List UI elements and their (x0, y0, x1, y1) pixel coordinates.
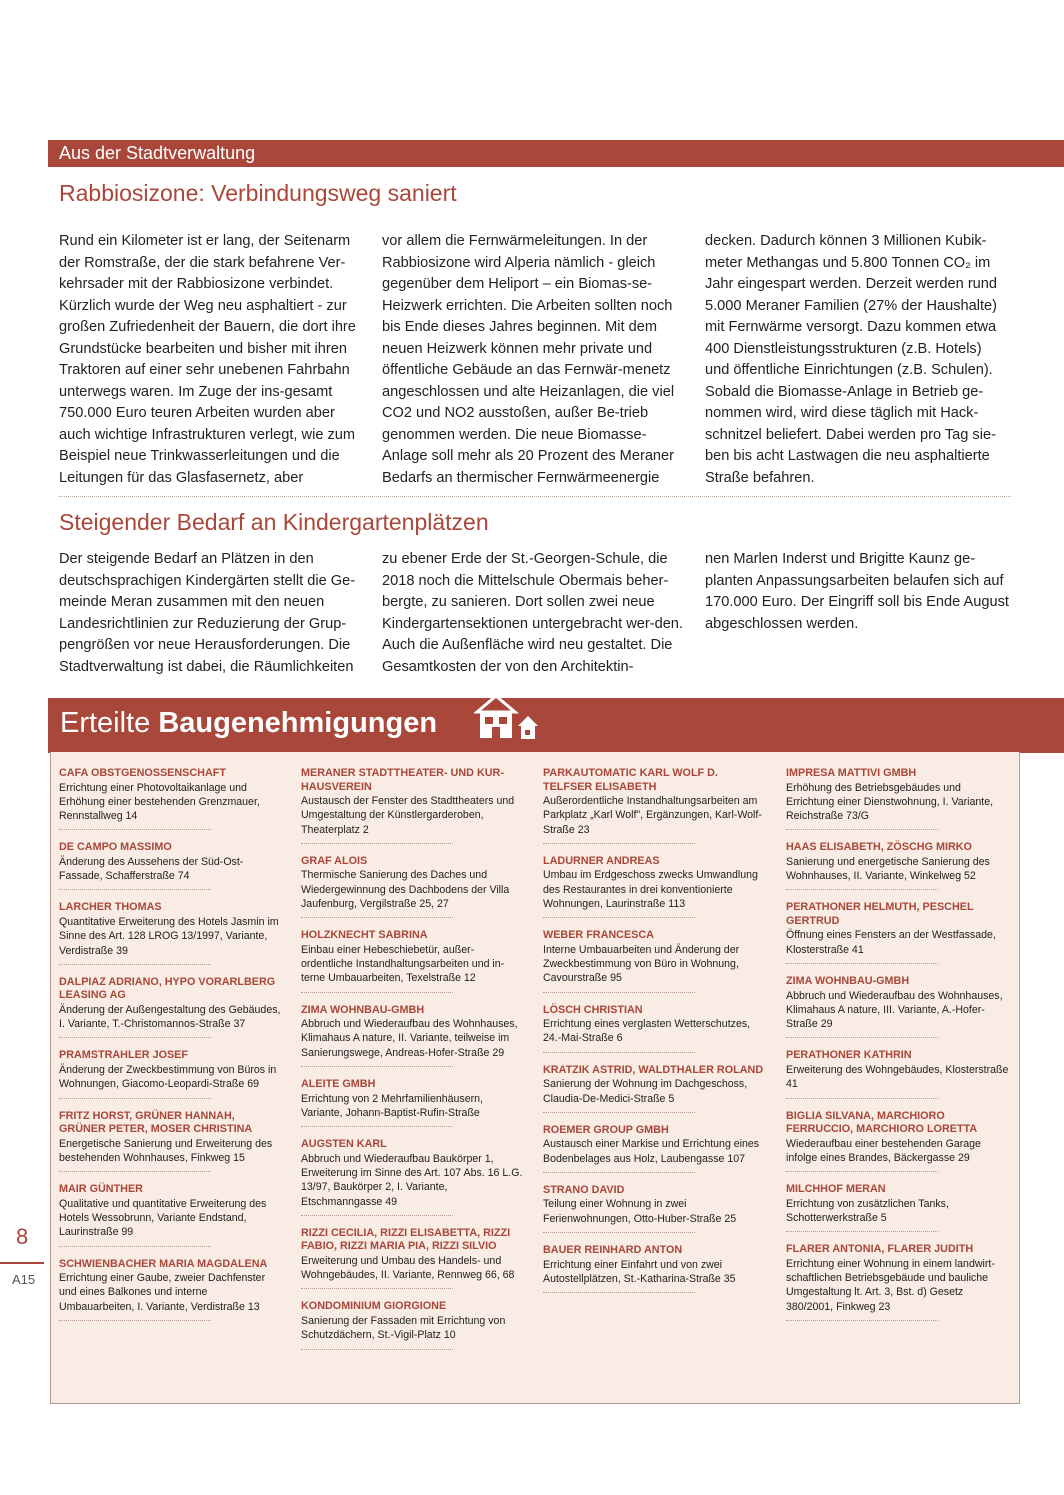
permit-separator (543, 1052, 695, 1053)
permit-entry (59, 1110, 283, 1173)
permit-entry (301, 1078, 525, 1127)
permit-applicant: PRAMSTRAHLER JOSEF (59, 1049, 188, 1062)
permit-separator (301, 1288, 453, 1289)
permit-separator (543, 1292, 695, 1293)
permit-description: Änderung der Außengestaltung des Gebäudes, I. Variante, T.-Christomannos-Straße 37 (59, 1003, 281, 1031)
permits-column-1 (59, 767, 283, 1332)
permit-applicant: MAIR GÜNTHER (59, 1183, 143, 1196)
article2-column-3: nen Marlen Inderst und Brigitte Kaunz ge-planten Anpassungsarbeiten belaufen sich auf 170.000 Euro. Der Eingriff soll bis Ende August abgeschlossen werden. (705, 551, 1009, 632)
permits-title-bold: Baugenehmigungen (158, 707, 438, 739)
permit-entry (59, 767, 283, 830)
permit-separator (543, 843, 695, 844)
houses-icon (474, 694, 550, 744)
permit-entry (786, 841, 1010, 890)
permit-separator (786, 1231, 938, 1232)
permit-applicant: HOLZKNECHT SABRINA (301, 929, 428, 942)
permit-applicant: RIZZI CECILIA, RIZZI ELISABETTA, RIZZI FABIO, RIZZI MARIA PIA, RIZZI SILVIO (301, 1226, 511, 1253)
permit-description: Einbau einer Hebeschiebetür, außer-ordentliche Instandhaltungsarbeiten und in-terne Umbauarbeiten, Texelstraße 12 (301, 943, 505, 985)
permit-separator (543, 1232, 695, 1233)
permit-applicant: ZIMA WOHNBAU-GMBH (786, 975, 910, 988)
page-code: A15 (12, 1272, 36, 1287)
permit-description: Sanierung der Wohnung im Dachgeschoss, Claudia-De-Medici-Straße 5 (543, 1078, 748, 1105)
permit-entry (301, 855, 525, 918)
permit-description: Außerordentliche Instandhaltungsarbeiten am Parkplatz „Karl Wolf", Ergänzungen, Karl-Wolf-Straße 23 (543, 795, 762, 836)
article1-column-2: vor allem die Fernwärmeleitungen. In der Rabbiosizone wird Alperia nämlich - gleich gegenüber dem Heliport – ein Biomas-se-Heizwerk errichten. Die Arbeiten sollten noch bis Ende dieses Jahres beginnen. Mit dem neuen Heizwerk können mehr private und öffentliche Gebäude an das Fernwär-menetz angeschlossen und alte Heizanlagen, die viel CO2 und NO2 ausstoßen, außer Be-trieb genommen werden. Die neue Biomasse-Anlage soll mehr als 20 Prozent des Meraner Bedarfs an thermischer Fernwärmeenergie (382, 233, 675, 486)
permit-applicant: KONDOMINIUM GIORGIONE (301, 1300, 447, 1313)
permits-title-light: Erteilte (60, 707, 159, 739)
permits-column-2 (301, 767, 525, 1361)
permit-description: Errichtung einer Wohnung in einem landwirt-schaftlichen Betriebsgebäude und bauliche Umgestaltung lt. Art. 3, Bst. d) Gesetz 380/2001, Finkweg 23 (786, 1257, 995, 1313)
permit-description: Änderung des Aussehens der Süd-Ost-Fassade, Schafferstraße 74 (59, 855, 244, 883)
permit-entry (543, 767, 767, 844)
permit-separator (786, 1037, 938, 1038)
permit-applicant: STRANO DAVID (543, 1183, 625, 1196)
permit-entry (59, 841, 283, 890)
permit-entry (59, 976, 283, 1039)
permit-applicant: WEBER FRANCESCA (543, 929, 654, 942)
permit-entry (59, 1049, 283, 1098)
permit-separator (59, 889, 211, 890)
permit-entry (786, 1049, 1010, 1098)
permit-separator (301, 1066, 453, 1067)
article2-headline: Steigender Bedarf an Kindergartenplätzen (59, 509, 489, 535)
permit-entry (786, 1183, 1010, 1232)
page-number: 8 (16, 1224, 29, 1249)
permit-entry (301, 1300, 525, 1349)
article1-headline: Rabbiosizone: Verbindungsweg saniert (59, 180, 457, 206)
permit-applicant: GRAF ALOIS (301, 854, 368, 867)
permit-entry (59, 1258, 283, 1321)
permit-description: Umbau im Erdgeschoss zwecks Umwandlung des Restaurantes in drei konventionierte Wohnungen, Laurinstraße 113 (543, 869, 758, 910)
permit-entry (301, 1004, 525, 1067)
permit-applicant: FLARER ANTONIA, FLARER JUDITH (786, 1243, 974, 1256)
permits-box (50, 752, 1020, 1404)
permit-applicant: LÖSCH CHRISTIAN (543, 1003, 643, 1016)
permit-separator (301, 992, 453, 993)
permit-entry (543, 1244, 767, 1293)
permit-description: Qualitative und quantitative Erweiterung des Hotels Wessobrunn, Variante Endstand, Laurinstraße 99 (59, 1197, 267, 1239)
permit-separator (786, 963, 938, 964)
permit-applicant: KRATZIK ASTRID, WALDTHALER ROLAND (543, 1063, 764, 1076)
permit-applicant: FRITZ HORST, GRÜNER HANNAH, GRÜNER PETER, MOSER CHRISTINA (59, 1109, 253, 1136)
permit-separator (59, 829, 211, 830)
permit-separator (301, 1215, 453, 1216)
permit-applicant: LARCHER THOMAS (59, 901, 162, 914)
permit-description: Abbruch und Wiederaufbau Baukörper 1, Erweiterung im Sinne des Art. 107 Abs. 16 L.G. 13/97, Baukörper 2, I. Variante, Etschmanngasse 49 (301, 1152, 523, 1208)
permit-applicant: DALPIAZ ADRIANO, HYPO VORARLBERG LEASING AG (59, 975, 276, 1002)
permit-separator (59, 964, 211, 965)
permit-separator (301, 1126, 453, 1127)
permit-separator (59, 1320, 211, 1321)
permit-applicant: BAUER REINHARD ANTON (543, 1244, 683, 1257)
permit-entry (786, 1243, 1010, 1321)
permit-separator (543, 1112, 695, 1113)
permit-description: Änderung der Zweckbestimmung von Büros in Wohnungen, Giacomo-Leopardi-Straße 69 (59, 1063, 277, 1091)
permit-applicant: MILCHHOF MERAN (786, 1183, 886, 1196)
section-label: Aus der Stadtverwaltung (59, 143, 256, 163)
permit-description: Erweiterung des Wohngebäudes, Klosterstraße 41 (786, 1063, 1009, 1091)
permit-separator (786, 1171, 938, 1172)
permit-description: Errichtung von zusätzlichen Tanks, Schotterwerkstraße 5 (786, 1197, 949, 1224)
permit-separator (543, 917, 695, 918)
permits-header (48, 698, 1064, 753)
page-number-rule (0, 1262, 44, 1264)
permit-applicant: ROEMER GROUP GMBH (543, 1123, 669, 1136)
permit-description: Interne Umbauarbeiten und Änderung der Zweckbestimmung von Büro in Wohnung, Cavourstraße 95 (543, 943, 740, 985)
article2-column-2: zu ebener Erde der St.-Georgen-Schule, die 2018 noch die Mittelschule Obermais beher-bergte, zu sanieren. Dort sollen zwei neue Kindergartensektionen untergebracht wer-den. Auch die Außenfläche wird neu gestaltet. Die Gesamtkosten der von den Architektin- (382, 551, 683, 675)
permit-entry (543, 1124, 767, 1173)
article1-column-1: Rund ein Kilometer ist er lang, der Seitenarm der Romstraße, der die stark befahrene Ver-kehrsader mit der Rabbiosizone verbindet. Kürzlich wurde der Weg neu asphaltiert - zur großen Zufriedenheit der Bauern, die dort ihre Grundstücke bearbeiten und bisher mit ihren Traktoren auf einer sehr unebenen Fahrbahn unterwegs waren. Im Zuge der ins-gesamt 750.000 Euro teuren Arbeiten wurden aber auch wichtige Infrastrukturen verlegt, wie zum Beispiel neue Trinkwasserleitungen und die Leitungen für das Glasfasernetz, aber (59, 233, 356, 486)
permit-entry (59, 1183, 283, 1246)
permit-entry (301, 929, 525, 992)
article1-column-3: decken. Dadurch können 3 Millionen Kubik-meter Methangas und 5.800 Tonnen CO₂ im Jahr eingespart werden. Derzeit werden rund 5.000 Meraner Familien (27% der Haushalte) mit Fernwärme versorgt. Dazu kommen etwa 400 Dienstleistungsstrukturen (z.B. Hotels) und öffentliche Einrichtungen (z.B. Schulen). Sobald die Biomasse-Anlage in Betrieb ge-nommen wird, wird diese täglich mit Hack-schnitzel beliefert. Dabei werden pro Tag sie-ben bis acht Lastwagen die neu asphaltierte Straße befahren. (705, 233, 998, 486)
permit-separator (59, 1246, 211, 1247)
permit-description: Sanierung der Fassaden mit Errichtung von Schutzdächern, St.-Vigil-Platz 10 (301, 1314, 506, 1342)
permit-description: Errichtung eines verglasten Wetterschutzes, 24.-Mai-Straße 6 (543, 1018, 751, 1045)
permit-description: Errichtung einer Einfahrt und von zwei Autostellplätzen, St.-Katharina-Straße 35 (543, 1258, 736, 1285)
section-bar (48, 140, 1064, 167)
permit-separator (301, 1349, 453, 1350)
permit-description: Sanierung und energetische Sanierung des Wohnhauses, II. Variante, Winkelweg 52 (786, 855, 990, 883)
article1-body (59, 231, 1009, 489)
permit-separator (543, 1172, 695, 1173)
permit-description: Quantitative Erweiterung des Hotels Jasmin im Sinne des Art. 128 LROG 13/1997, Variante, Verdistraße 39 (59, 915, 279, 957)
permit-separator (786, 1098, 938, 1099)
permit-entry (543, 1184, 767, 1233)
permit-entry (301, 1138, 525, 1216)
permit-separator (301, 843, 453, 844)
permit-description: Erweiterung und Umbau des Handels- und Wohngebäudes, II. Variante, Rennweg 66, 68 (301, 1254, 515, 1282)
article2-column-1: Der steigende Bedarf an Plätzen in den deutschsprachigen Kindergärten stellt die Ge-meinde Meran zusammen mit den neuen Landesrichtlinien zur Reduzierung der Grup-pengrößen vor neue Herausforderungen. Die Stadtverwaltung ist dabei, die Räumlichkeiten (59, 551, 356, 675)
permit-entry (786, 901, 1010, 964)
permit-entry (543, 1004, 767, 1053)
permit-applicant: ZIMA WOHNBAU-GMBH (301, 1003, 425, 1016)
permit-description: Thermische Sanierung des Daches und Wiedergewinnung des Dachbodens der Villa Jaufenburg, Vergilstraße 25, 27 (301, 869, 510, 910)
permit-applicant: SCHWIENBACHER MARIA MAGDALENA (59, 1257, 268, 1270)
permit-entry (59, 901, 283, 964)
permit-entry (543, 929, 767, 992)
permit-applicant: ALEITE GMBH (301, 1078, 376, 1091)
permit-description: Abbruch und Wiederaufbau des Wohnhauses, Klimahaus A nature, II. Variante, teilweise im Sanierungswege, Andreas-Hofer-Straße 29 (301, 1018, 518, 1059)
permit-separator (301, 917, 453, 918)
permit-separator (786, 889, 938, 890)
permit-description: Erhöhung des Betriebsgebäudes und Errichtung einer Dienstwohnung, I. Variante, Reichstraße 73/G (786, 781, 994, 823)
permit-applicant: MERANER STADTTHEATER- UND KUR-HAUSVEREIN (301, 767, 504, 793)
permits-column-3 (543, 767, 767, 1304)
permit-applicant: PERATHONER KATHRIN (786, 1049, 912, 1062)
permit-applicant: PARKAUTOMATIC KARL WOLF D. TELFSER ELISABETH (543, 767, 718, 793)
permit-separator (786, 1320, 938, 1321)
permit-applicant: HAAS ELISABETH, ZÖSCHG MIRKO (786, 841, 972, 854)
permit-separator (543, 992, 695, 993)
permit-entry (786, 975, 1010, 1038)
permit-description: Errichtung einer Photovoltaikanlage und Erhöhung einer bestehenden Grenzmauer, Rennstallweg 14 (59, 781, 260, 823)
permits-column-4 (786, 767, 1010, 1332)
permit-applicant: AUGSTEN KARL (301, 1138, 387, 1151)
permit-entry (786, 767, 1010, 830)
permit-entry (543, 855, 767, 918)
permit-entry (786, 1110, 1010, 1173)
permit-description: Energetische Sanierung und Erweiterung des bestehenden Wohnhauses, Finkweg 15 (59, 1137, 273, 1164)
permit-applicant: BIGLIA SILVANA, MARCHIORO FERRUCCIO, MARCHIORO LORETTA (786, 1109, 978, 1136)
permit-description: Austausch der Fenster des Stadttheaters und Umgestaltung der Künstlergarderoben, Theaterplatz 2 (301, 795, 515, 836)
permit-description: Teilung einer Wohnung in zwei Ferienwohnungen, Otto-Huber-Straße 25 (543, 1198, 737, 1225)
permit-applicant: IMPRESA MATTIVI GMBH (786, 767, 917, 779)
permit-description: Wiederaufbau einer bestehenden Garage infolge eines Brandes, Bäckergasse 29 (786, 1137, 981, 1164)
permits-title (60, 707, 437, 740)
permit-description: Errichtung von 2 Mehrfamilienhäusern, Variante, Johann-Baptist-Rufin-Straße (301, 1092, 483, 1119)
permit-separator (59, 1171, 211, 1172)
article-divider (59, 496, 1011, 497)
article2-body (59, 549, 1009, 678)
permit-separator (59, 1037, 211, 1038)
permit-entry (543, 1064, 767, 1113)
permit-description: Abbruch und Wiederaufbau des Wohnhauses, Klimahaus A nature, III. Variante, A.-Hofer-Straße 29 (786, 989, 1003, 1031)
permit-description: Öffnung eines Fensters an der Westfassade, Klosterstraße 41 (786, 929, 996, 956)
permit-description: Errichtung einer Gaube, zweier Dachfenster und eines Balkones und interne Umbauarbeiten, I. Variante, Verdistraße 13 (59, 1272, 266, 1313)
permit-applicant: PERATHONER HELMUTH, PESCHEL GERTRUD (786, 901, 974, 927)
permit-entry (301, 1227, 525, 1290)
permit-applicant: CAFA OBSTGENOSSENSCHAFT (59, 767, 226, 779)
permit-separator (59, 1098, 211, 1099)
permit-entry (301, 767, 525, 844)
permit-separator (786, 829, 938, 830)
permit-description: Austausch einer Markise und Errichtung eines Bodenbelages aus Holz, Laubengasse 107 (543, 1138, 760, 1165)
permit-applicant: DE CAMPO MASSIMO (59, 841, 172, 854)
permit-applicant: LADURNER ANDREAS (543, 854, 660, 867)
